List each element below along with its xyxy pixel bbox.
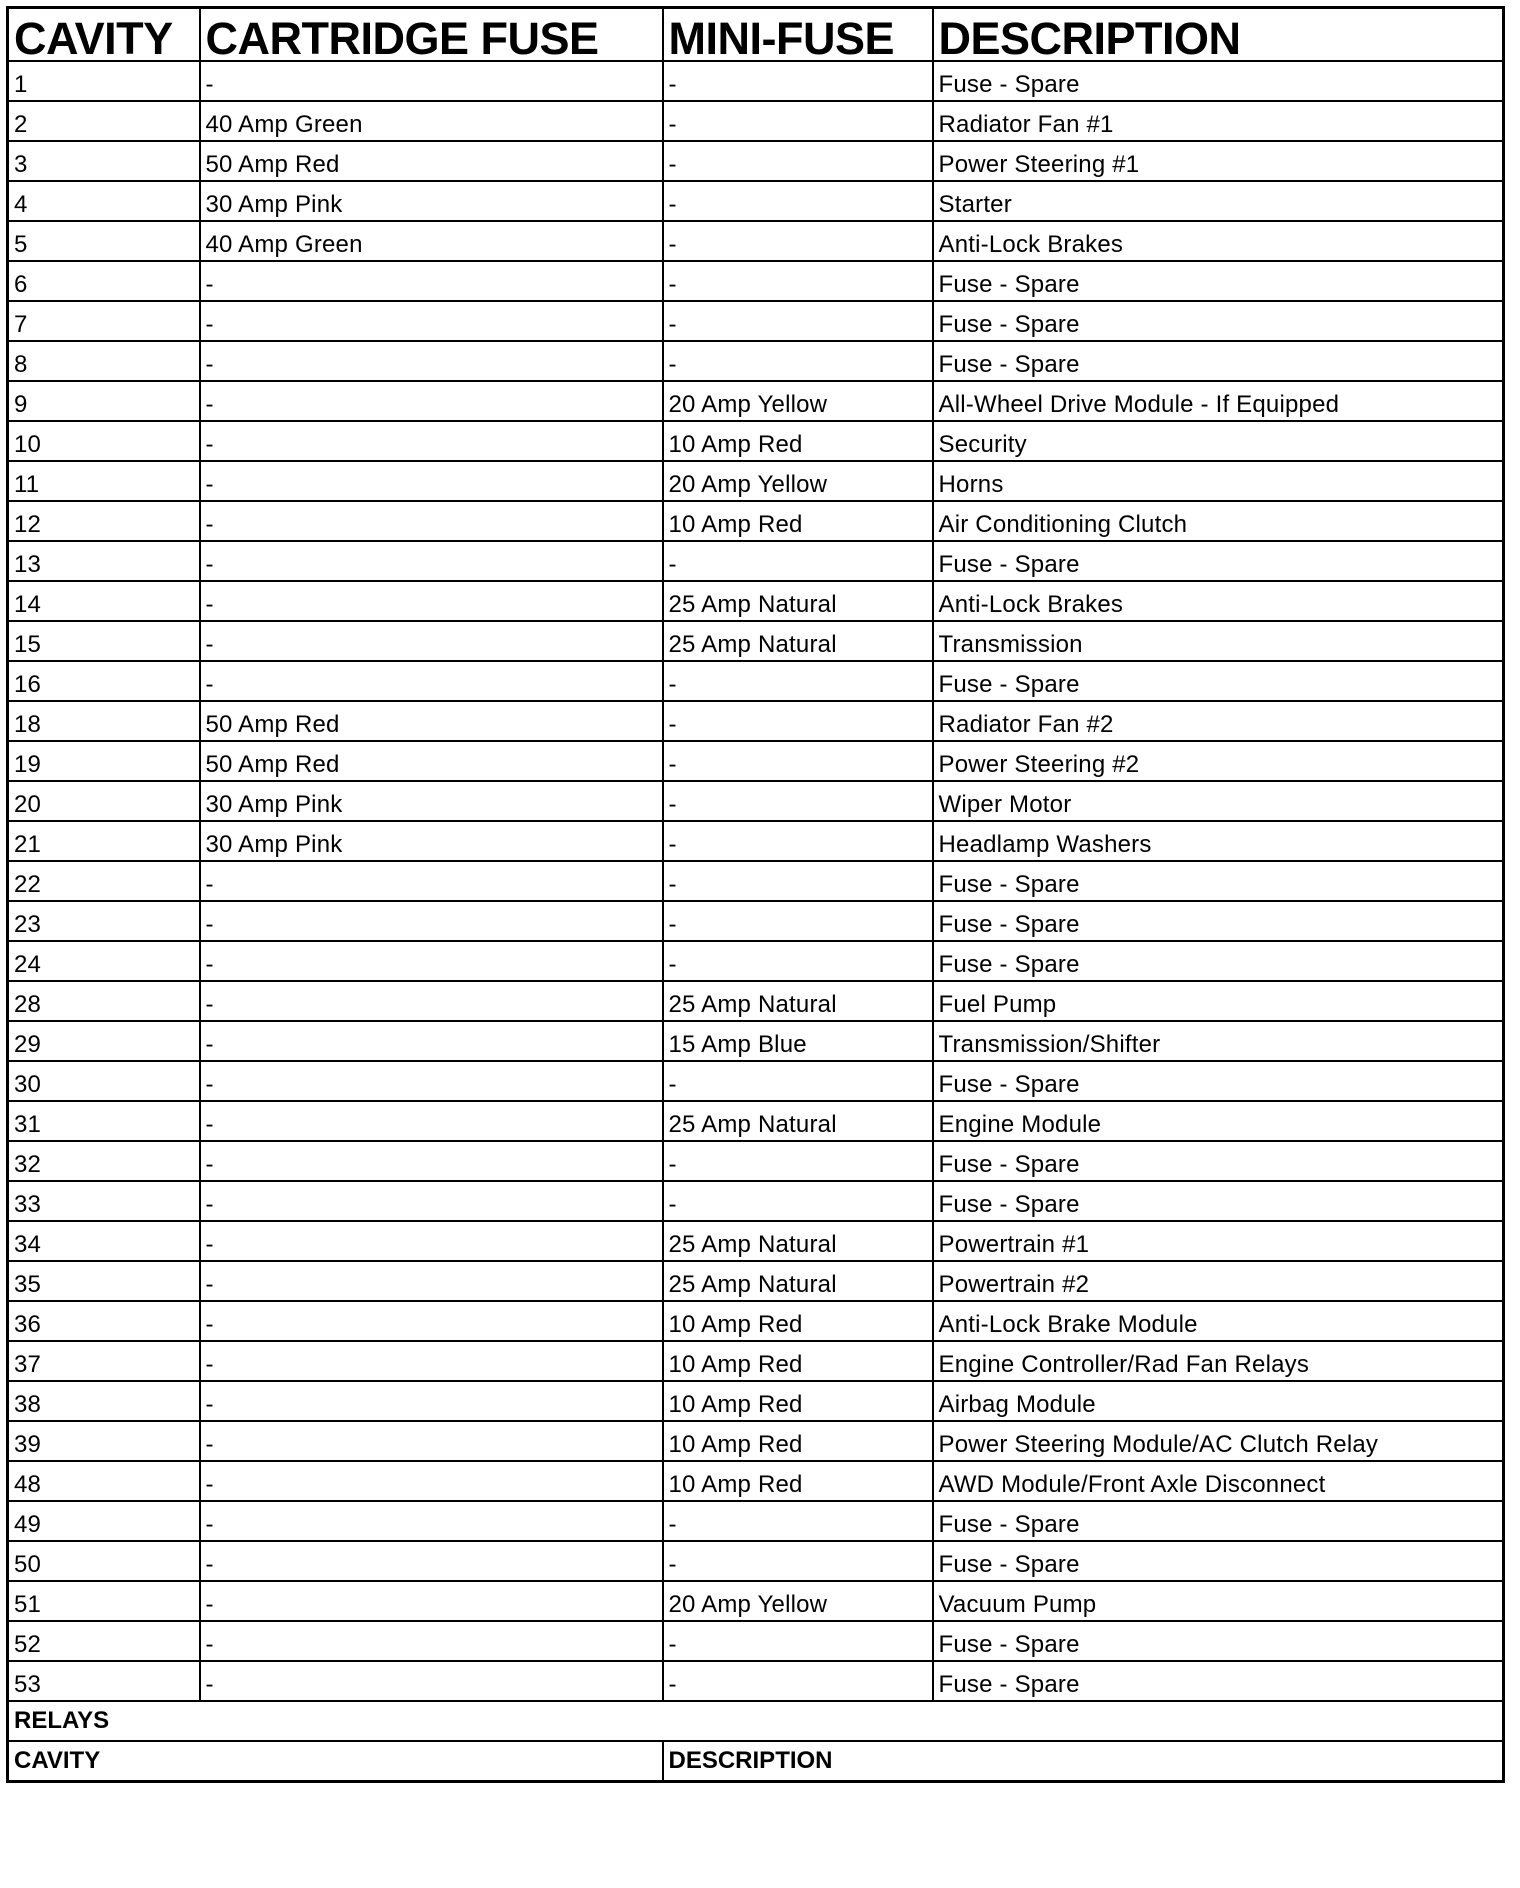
cell-description: All-Wheel Drive Module - If Equipped [933, 381, 1504, 421]
cell-description: Transmission [933, 621, 1504, 661]
cell-cavity: 36 [8, 1301, 200, 1341]
cell-mini-fuse: - [663, 861, 933, 901]
relays-section [8, 1701, 1504, 1782]
table-row [8, 181, 1504, 221]
cell-cartridge-fuse: - [200, 461, 663, 501]
cell-description: Radiator Fan #2 [933, 701, 1504, 741]
cell-description: Anti-Lock Brakes [933, 581, 1504, 621]
table-row [8, 1341, 1504, 1381]
cell-cavity: 8 [8, 341, 200, 381]
cell-description: AWD Module/Front Axle Disconnect [933, 1461, 1504, 1501]
header-cavity: CAVITY [8, 8, 200, 62]
cell-cartridge-fuse: - [200, 1621, 663, 1661]
cell-mini-fuse: 20 Amp Yellow [663, 1581, 933, 1621]
cell-mini-fuse: - [663, 61, 933, 101]
cell-mini-fuse: - [663, 1501, 933, 1541]
table-row [8, 1461, 1504, 1501]
cell-description: Fuse - Spare [933, 301, 1504, 341]
relays-cavity-header: CAVITY [8, 1741, 663, 1782]
table-row [8, 981, 1504, 1021]
relays-title: RELAYS [8, 1701, 1504, 1741]
cell-description: Fuse - Spare [933, 1621, 1504, 1661]
cell-cavity: 9 [8, 381, 200, 421]
cell-description: Vacuum Pump [933, 1581, 1504, 1621]
cell-cartridge-fuse: - [200, 661, 663, 701]
header-mini-fuse: MINI-FUSE [663, 8, 933, 62]
table-row [8, 941, 1504, 981]
cell-description: Anti-Lock Brakes [933, 221, 1504, 261]
cell-description: Fuse - Spare [933, 1181, 1504, 1221]
cell-cartridge-fuse: - [200, 541, 663, 581]
cell-description: Horns [933, 461, 1504, 501]
cell-cavity: 20 [8, 781, 200, 821]
cell-cartridge-fuse: - [200, 1181, 663, 1221]
table-row [8, 741, 1504, 781]
cell-cartridge-fuse: - [200, 1581, 663, 1621]
cell-cartridge-fuse: - [200, 421, 663, 461]
cell-cavity: 49 [8, 1501, 200, 1541]
cell-cartridge-fuse: - [200, 1261, 663, 1301]
cell-cavity: 2 [8, 101, 200, 141]
table-row [8, 101, 1504, 141]
cell-mini-fuse: 25 Amp Natural [663, 621, 933, 661]
table-row [8, 421, 1504, 461]
table-row [8, 1141, 1504, 1181]
cell-mini-fuse: - [663, 1541, 933, 1581]
cell-mini-fuse: - [663, 781, 933, 821]
table-row [8, 1021, 1504, 1061]
cell-mini-fuse: - [663, 1141, 933, 1181]
fuse-table-body [8, 61, 1504, 1701]
cell-description: Engine Module [933, 1101, 1504, 1141]
table-row [8, 581, 1504, 621]
table-row [8, 1581, 1504, 1621]
cell-cavity: 28 [8, 981, 200, 1021]
table-row [8, 341, 1504, 381]
cell-cavity: 22 [8, 861, 200, 901]
cell-mini-fuse: 10 Amp Red [663, 501, 933, 541]
header-row [8, 8, 1504, 62]
cell-cartridge-fuse: - [200, 1021, 663, 1061]
cell-cartridge-fuse: - [200, 1661, 663, 1701]
table-row [8, 221, 1504, 261]
cell-description: Air Conditioning Clutch [933, 501, 1504, 541]
cell-cavity: 38 [8, 1381, 200, 1421]
cell-mini-fuse: - [663, 741, 933, 781]
cell-cavity: 16 [8, 661, 200, 701]
cell-mini-fuse: 25 Amp Natural [663, 1261, 933, 1301]
cell-cartridge-fuse: - [200, 501, 663, 541]
cell-cartridge-fuse: - [200, 1461, 663, 1501]
cell-description: Fuse - Spare [933, 1541, 1504, 1581]
table-row [8, 701, 1504, 741]
table-row [8, 461, 1504, 501]
cell-cavity: 39 [8, 1421, 200, 1461]
cell-cartridge-fuse: - [200, 1381, 663, 1421]
cell-mini-fuse: - [663, 141, 933, 181]
cell-cartridge-fuse: - [200, 861, 663, 901]
cell-description: Fuse - Spare [933, 1141, 1504, 1181]
table-row [8, 1221, 1504, 1261]
cell-cavity: 14 [8, 581, 200, 621]
cell-mini-fuse: 10 Amp Red [663, 1381, 933, 1421]
cell-mini-fuse: - [663, 901, 933, 941]
cell-mini-fuse: - [663, 301, 933, 341]
table-row [8, 1541, 1504, 1581]
cell-mini-fuse: - [663, 341, 933, 381]
cell-cartridge-fuse: - [200, 581, 663, 621]
cell-cartridge-fuse: 30 Amp Pink [200, 821, 663, 861]
cell-cartridge-fuse: - [200, 1061, 663, 1101]
cell-mini-fuse: 25 Amp Natural [663, 581, 933, 621]
relays-title-row [8, 1701, 1504, 1741]
cell-cartridge-fuse: 30 Amp Pink [200, 781, 663, 821]
cell-cavity: 35 [8, 1261, 200, 1301]
cell-mini-fuse: - [663, 821, 933, 861]
table-row [8, 141, 1504, 181]
cell-mini-fuse: 10 Amp Red [663, 1461, 933, 1501]
cell-mini-fuse: 25 Amp Natural [663, 1221, 933, 1261]
cell-mini-fuse: - [663, 101, 933, 141]
cell-cartridge-fuse: 40 Amp Green [200, 221, 663, 261]
header-description: DESCRIPTION [933, 8, 1504, 62]
cell-cavity: 29 [8, 1021, 200, 1061]
table-row [8, 861, 1504, 901]
cell-description: Fuse - Spare [933, 341, 1504, 381]
cell-cartridge-fuse: - [200, 1501, 663, 1541]
cell-cartridge-fuse: - [200, 941, 663, 981]
cell-cartridge-fuse: 40 Amp Green [200, 101, 663, 141]
cell-mini-fuse: - [663, 701, 933, 741]
cell-cavity: 50 [8, 1541, 200, 1581]
cell-cavity: 7 [8, 301, 200, 341]
table-row [8, 61, 1504, 101]
table-row [8, 781, 1504, 821]
table-row [8, 1501, 1504, 1541]
cell-cavity: 48 [8, 1461, 200, 1501]
cell-cartridge-fuse: - [200, 621, 663, 661]
cell-description: Power Steering #2 [933, 741, 1504, 781]
cell-mini-fuse: - [663, 941, 933, 981]
cell-mini-fuse: - [663, 541, 933, 581]
cell-cavity: 33 [8, 1181, 200, 1221]
cell-description: Fuel Pump [933, 981, 1504, 1021]
cell-description: Fuse - Spare [933, 1061, 1504, 1101]
cell-cavity: 52 [8, 1621, 200, 1661]
cell-cartridge-fuse: - [200, 341, 663, 381]
cell-cartridge-fuse: 30 Amp Pink [200, 181, 663, 221]
table-row [8, 381, 1504, 421]
table-row [8, 261, 1504, 301]
cell-cavity: 11 [8, 461, 200, 501]
table-row [8, 1621, 1504, 1661]
table-row [8, 541, 1504, 581]
table-row [8, 1301, 1504, 1341]
cell-cartridge-fuse: 50 Amp Red [200, 741, 663, 781]
cell-description: Starter [933, 181, 1504, 221]
cell-cartridge-fuse: - [200, 261, 663, 301]
cell-mini-fuse: 20 Amp Yellow [663, 381, 933, 421]
fuse-table [6, 6, 1505, 1783]
cell-cavity: 53 [8, 1661, 200, 1701]
cell-cartridge-fuse: - [200, 381, 663, 421]
cell-cartridge-fuse: - [200, 1541, 663, 1581]
cell-mini-fuse: - [663, 1661, 933, 1701]
cell-cartridge-fuse: - [200, 1101, 663, 1141]
cell-cavity: 4 [8, 181, 200, 221]
cell-mini-fuse: - [663, 661, 933, 701]
cell-description: Wiper Motor [933, 781, 1504, 821]
cell-mini-fuse: - [663, 1621, 933, 1661]
cell-cartridge-fuse: - [200, 1301, 663, 1341]
cell-mini-fuse: - [663, 221, 933, 261]
cell-description: Powertrain #2 [933, 1261, 1504, 1301]
cell-description: Fuse - Spare [933, 661, 1504, 701]
cell-cartridge-fuse: - [200, 1421, 663, 1461]
cell-description: Fuse - Spare [933, 541, 1504, 581]
table-row [8, 301, 1504, 341]
cell-description: Anti-Lock Brake Module [933, 1301, 1504, 1341]
cell-cavity: 19 [8, 741, 200, 781]
cell-cartridge-fuse: - [200, 901, 663, 941]
cell-cartridge-fuse: 50 Amp Red [200, 141, 663, 181]
cell-cartridge-fuse: - [200, 1221, 663, 1261]
cell-mini-fuse: - [663, 261, 933, 301]
table-row [8, 621, 1504, 661]
cell-mini-fuse: 10 Amp Red [663, 1421, 933, 1461]
cell-cartridge-fuse: - [200, 301, 663, 341]
header-cartridge-fuse: CARTRIDGE FUSE [200, 8, 663, 62]
cell-mini-fuse: - [663, 1181, 933, 1221]
cell-description: Power Steering #1 [933, 141, 1504, 181]
cell-mini-fuse: 25 Amp Natural [663, 981, 933, 1021]
cell-mini-fuse: 10 Amp Red [663, 1341, 933, 1381]
cell-description: Fuse - Spare [933, 61, 1504, 101]
cell-description: Fuse - Spare [933, 941, 1504, 981]
cell-description: Airbag Module [933, 1381, 1504, 1421]
cell-cavity: 23 [8, 901, 200, 941]
cell-cavity: 34 [8, 1221, 200, 1261]
cell-cavity: 15 [8, 621, 200, 661]
table-row [8, 1421, 1504, 1461]
cell-cavity: 1 [8, 61, 200, 101]
cell-description: Headlamp Washers [933, 821, 1504, 861]
cell-cavity: 32 [8, 1141, 200, 1181]
table-row [8, 1061, 1504, 1101]
cell-mini-fuse: 20 Amp Yellow [663, 461, 933, 501]
cell-description: Fuse - Spare [933, 261, 1504, 301]
relays-header-row [8, 1741, 1504, 1782]
cell-description: Powertrain #1 [933, 1221, 1504, 1261]
cell-mini-fuse: 25 Amp Natural [663, 1101, 933, 1141]
cell-description: Fuse - Spare [933, 901, 1504, 941]
cell-mini-fuse: - [663, 1061, 933, 1101]
table-row [8, 1101, 1504, 1141]
cell-cavity: 5 [8, 221, 200, 261]
cell-description: Fuse - Spare [933, 1501, 1504, 1541]
cell-cavity: 18 [8, 701, 200, 741]
cell-cavity: 21 [8, 821, 200, 861]
cell-cartridge-fuse: - [200, 1141, 663, 1181]
cell-cartridge-fuse: - [200, 981, 663, 1021]
table-row [8, 901, 1504, 941]
cell-cavity: 51 [8, 1581, 200, 1621]
cell-cavity: 6 [8, 261, 200, 301]
cell-cavity: 3 [8, 141, 200, 181]
cell-description: Engine Controller/Rad Fan Relays [933, 1341, 1504, 1381]
cell-mini-fuse: 10 Amp Red [663, 421, 933, 461]
cell-description: Security [933, 421, 1504, 461]
cell-cavity: 13 [8, 541, 200, 581]
cell-mini-fuse: - [663, 181, 933, 221]
cell-cavity: 30 [8, 1061, 200, 1101]
cell-description: Power Steering Module/AC Clutch Relay [933, 1421, 1504, 1461]
cell-mini-fuse: 15 Amp Blue [663, 1021, 933, 1061]
cell-description: Fuse - Spare [933, 1661, 1504, 1701]
table-row [8, 661, 1504, 701]
cell-cavity: 31 [8, 1101, 200, 1141]
cell-mini-fuse: 10 Amp Red [663, 1301, 933, 1341]
relays-description-header: DESCRIPTION [663, 1741, 1504, 1782]
table-row [8, 821, 1504, 861]
table-row [8, 1261, 1504, 1301]
table-row [8, 1381, 1504, 1421]
cell-cavity: 10 [8, 421, 200, 461]
cell-cavity: 24 [8, 941, 200, 981]
table-row [8, 1661, 1504, 1701]
cell-description: Fuse - Spare [933, 861, 1504, 901]
cell-cartridge-fuse: - [200, 61, 663, 101]
table-row [8, 1181, 1504, 1221]
cell-cavity: 12 [8, 501, 200, 541]
table-row [8, 501, 1504, 541]
cell-description: Radiator Fan #1 [933, 101, 1504, 141]
cell-description: Transmission/Shifter [933, 1021, 1504, 1061]
cell-cartridge-fuse: - [200, 1341, 663, 1381]
cell-cavity: 37 [8, 1341, 200, 1381]
cell-cartridge-fuse: 50 Amp Red [200, 701, 663, 741]
